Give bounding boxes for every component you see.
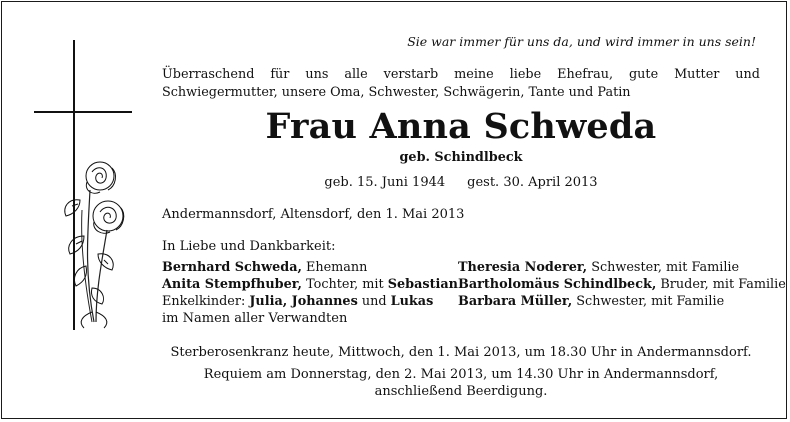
mourner-relation: und: [357, 294, 391, 309]
mourner-relation: Tochter, mit: [302, 277, 388, 292]
mourner-entry: [162, 259, 452, 276]
mourners-right-column: [458, 259, 786, 310]
mourner-entry: [458, 293, 768, 310]
obituary-card: [1, 1, 787, 419]
life-dates: [162, 175, 760, 190]
mourner-relation: Ehemann: [301, 260, 368, 275]
requiem-info: Requiem am Donnerstag, den 2. Mai 2013, um 14.30 Uhr in Andermannsdorf,: [203, 366, 719, 382]
mourner-relation: Schwester, mit Familie: [587, 260, 740, 275]
mourner-relation: Schwester, mit Familie: [572, 294, 725, 309]
cross-with-roses-icon: [32, 40, 132, 330]
rosary-info: Sterberosenkranz heute, Mittwoch, den 1. Mai 2013, um 18.30 Uhr in Andermannsdorf.: [170, 345, 752, 360]
mourner-name: Barbara Müller,: [458, 294, 573, 309]
mourner-name: Bartholomäus Schindlbeck,: [458, 277, 657, 292]
mourner-name: Lukas: [390, 294, 434, 309]
place-and-date: Andermannsdorf, Altensdorf, den 1. Mai 2013: [162, 207, 465, 222]
intro-text: Überraschend für uns alle verstarb meine liebe Ehefrau, gute Mutter und Schwiegermutter, unsere Oma, Schwester, Schwägerin, Tante und Patin: [162, 67, 760, 100]
deceased-name: Frau Anna Schweda: [265, 106, 657, 147]
funeral-details: [162, 344, 760, 401]
mourner-name: Bernhard Schweda,: [162, 260, 302, 275]
mourning-line: In Liebe und Dankbarkeit:: [162, 239, 336, 254]
burial-info: anschließend Beerdigung.: [374, 384, 548, 399]
mourner-name: Sebastian: [387, 277, 458, 292]
motto-line: Sie war immer für uns da, und wird immer in uns sein!: [407, 34, 756, 49]
relatives-line: im Namen aller Verwandten: [162, 311, 348, 326]
mourner-entry: [162, 293, 452, 310]
birth-name: geb. Schindlbeck: [399, 150, 523, 165]
mourner-entry: [162, 276, 458, 293]
mourners-left-column: [162, 259, 458, 310]
mourner-relation: Bruder, mit Familie: [656, 277, 786, 292]
birth-date: geb. 15. Juni 1944: [324, 175, 446, 190]
mourner-relation: Enkelkinder:: [162, 294, 250, 309]
mourner-name: Julia, Johannes: [249, 294, 358, 309]
mourner-entry: [458, 259, 768, 276]
mourner-entry: [458, 276, 786, 293]
mourner-name: Anita Stempfhuber,: [162, 277, 303, 292]
death-date: gest. 30. April 2013: [467, 175, 598, 190]
mourner-name: Theresia Noderer,: [458, 260, 588, 275]
